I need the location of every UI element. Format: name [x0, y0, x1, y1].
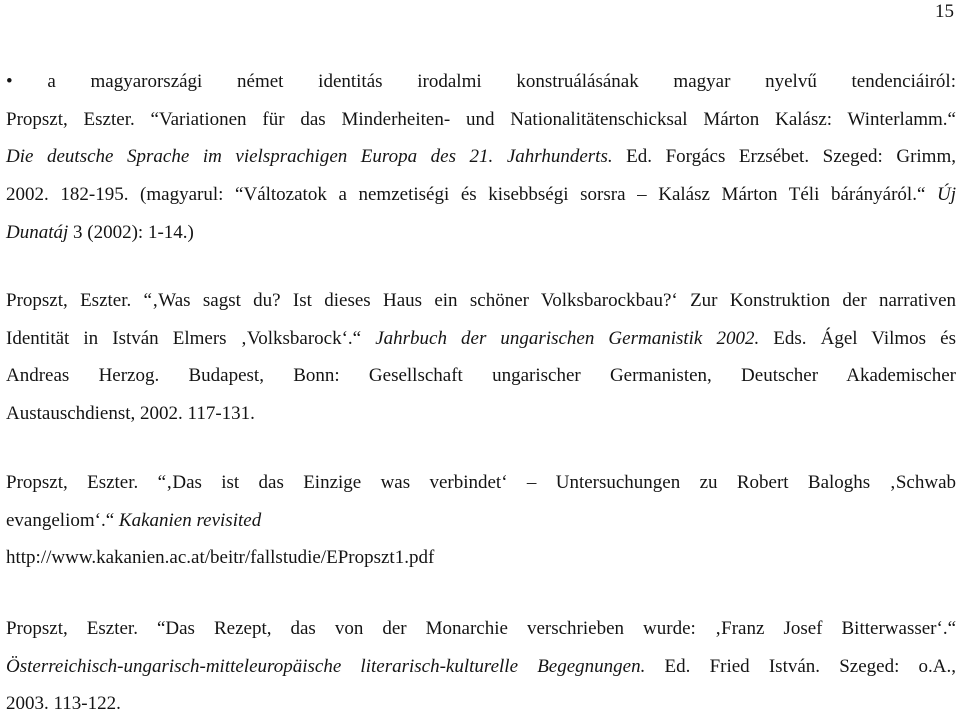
- italic-title: Dunatáj: [6, 221, 69, 243]
- entry-line: 2002. 182-195. (magyarul: “Változatok a nemzetiségi és kisebbségi sorsra – Kalász Márton Téli bárányáról.“ Új: [6, 184, 956, 206]
- entry-line: Propszt, Eszter. “Das Rezept, das von der Monarchie verschrieben wurde: ‚Franz Josef Bitterwasser‘.“: [6, 618, 956, 639]
- url-link[interactable]: http://www.kakanien.ac.at/beitr/fallstudie/EPropszt1.pdf: [6, 547, 435, 569]
- bibliography-entry: [6, 610, 956, 723]
- entry-line: Österreichisch-ungarisch-mitteleuropäische literarisch-kulturelle Begegnungen. Ed. Fried István. Szeged: o.A.,: [6, 655, 957, 677]
- entry-line: • a magyarországi német identitás irodalmi konstruálásának magyar nyelvű tendenciáiról:: [6, 71, 956, 92]
- entry-line: Die deutsche Sprache im vielsprachigen Europa des 21. Jahrhunderts. Ed. Forgács Erzsébet. Szeged: Grimm,: [6, 146, 956, 168]
- entry-line: Austauschdienst, 2002. 117-131.: [6, 403, 255, 425]
- entry-line: Propszt, Eszter. “‚Was sagst du? Ist dieses Haus ein schöner Volksbarockbau?‘ Zur Konstruktion der narrativen: [6, 290, 956, 311]
- bibliography-entry: [6, 464, 956, 577]
- bibliography-entry: [6, 282, 956, 433]
- entry-line: evangeliom‘.“ Kakanien revisited: [6, 509, 262, 531]
- italic-title: Österreichisch-ungarisch-mitteleuropäische literarisch-kulturelle Begegnungen.: [6, 655, 646, 677]
- entry-line: 2003. 113-122.: [6, 693, 121, 715]
- entry-line: Identität in István Elmers ‚Volksbarock‘.“ Jahrbuch der ungarischen Germanistik 2002. Eds. Ágel Vilmos és: [6, 327, 956, 349]
- italic-title: Die deutsche Sprache im vielsprachigen Europa des 21. Jahrhunderts.: [6, 146, 613, 168]
- page-number: 15: [935, 1, 954, 22]
- entry-line: Dunatáj 3 (2002): 1-14.): [6, 221, 194, 243]
- italic-title: Kakanien revisited: [118, 509, 262, 531]
- entry-line: Propszt, Eszter. “‚Das ist das Einzige was verbindet‘ – Untersuchungen zu Robert Baloghs ‚Schwab: [6, 472, 956, 493]
- italic-title: Jahrbuch der ungarischen Germanistik 2002.: [375, 327, 760, 349]
- entry-line: Propszt, Eszter. “Variationen für das Minderheiten- und Nationalitätenschicksal Márton Kalász: Winterlamm.“: [6, 108, 956, 130]
- bibliography-entry: [6, 63, 956, 252]
- italic-title: Új: [937, 184, 956, 206]
- entry-line: Andreas Herzog. Budapest, Bonn: Gesellschaft ungarischer Germanisten, Deutscher Akademischer: [6, 365, 956, 387]
